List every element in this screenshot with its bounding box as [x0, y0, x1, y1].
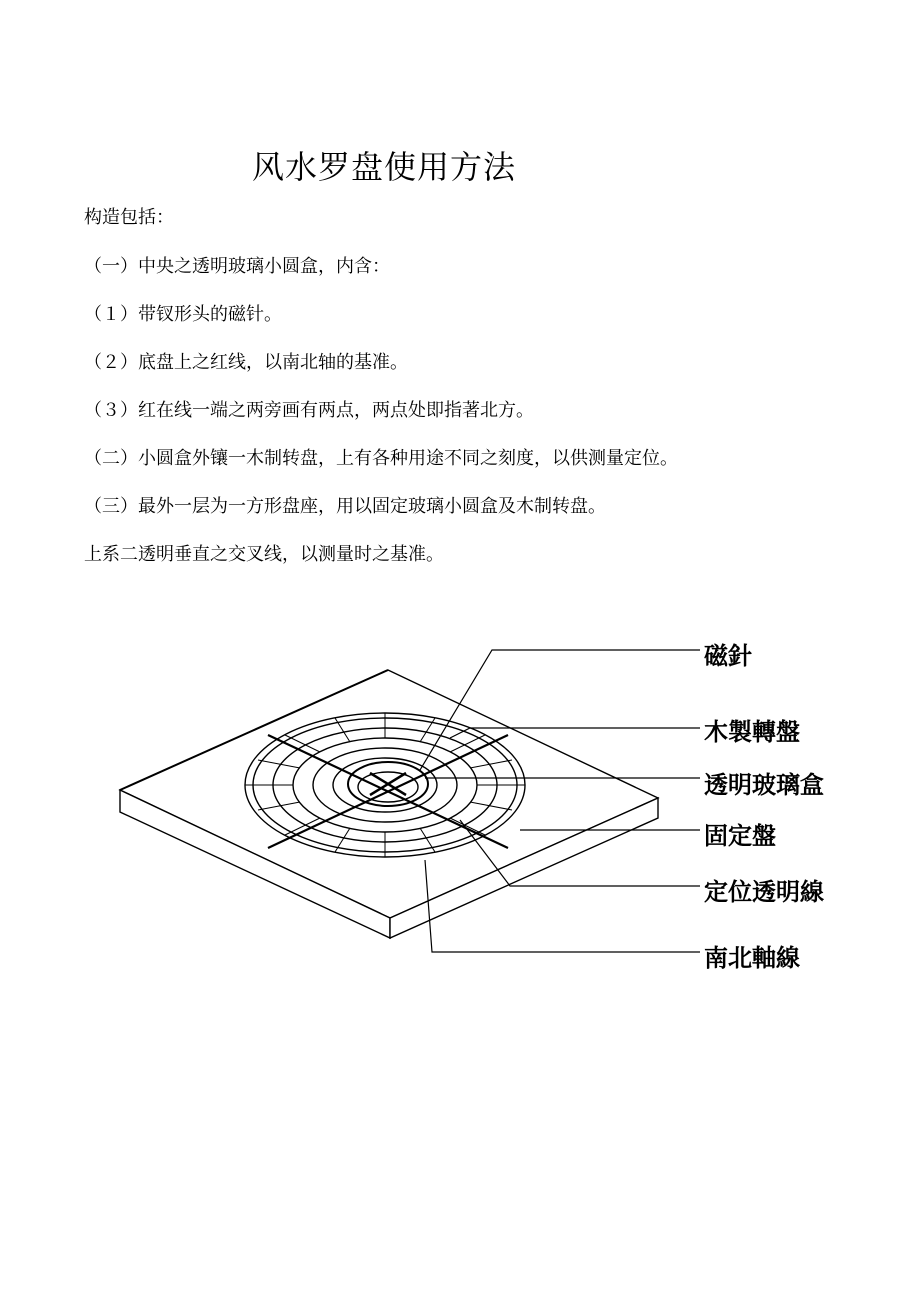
text-line-2: （二）小圆盒外镶一木制转盘，上有各种用途不同之刻度，以供测量定位。 [84, 448, 678, 469]
label-fixed-plate: 固定盤 [704, 822, 776, 850]
text-line-3: （三）最外一层为一方形盘座，用以固定玻璃小圆盒及木制转盘。 [84, 496, 606, 517]
label-glass-box: 透明玻璃盒 [704, 771, 824, 799]
label-ns-axis: 南北軸線 [704, 944, 800, 972]
text-line-1b: （２）底盘上之红线，以南北轴的基准。 [84, 352, 408, 373]
text-line-1a: （１）带钗形头的磁针。 [84, 304, 282, 325]
text-line-1c: （３）红在线一端之两旁画有两点，两点处即指著北方。 [84, 400, 534, 421]
page-title: 风水罗盘使用方法 [252, 148, 517, 186]
label-wood-dial: 木製轉盤 [704, 718, 800, 746]
label-needle: 磁針 [704, 642, 752, 670]
text-line-1: （一）中央之透明玻璃小圆盒，内含： [84, 256, 390, 277]
text-line-structure: 构造包括： [84, 207, 174, 228]
label-crosshair: 定位透明線 [704, 878, 824, 906]
text-line-4: 上系二透明垂直之交叉线，以测量时之基准。 [84, 544, 444, 565]
